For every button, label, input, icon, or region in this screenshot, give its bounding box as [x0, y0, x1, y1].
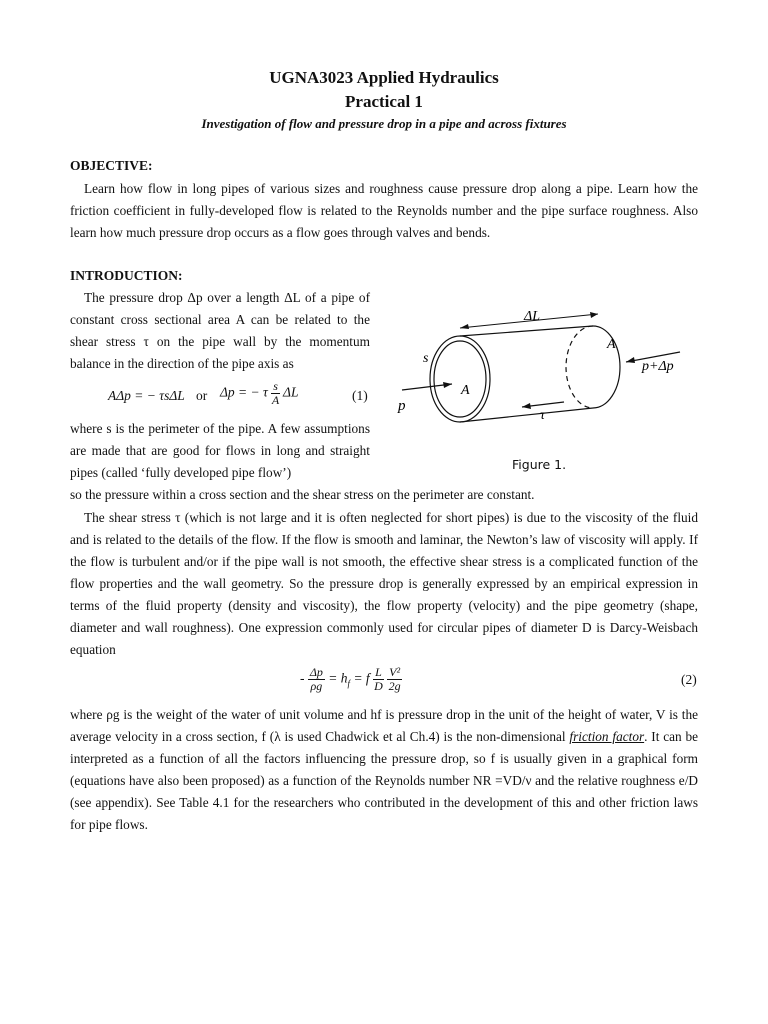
label-area-right: A	[607, 337, 616, 352]
figure-caption: Figure 1.	[512, 457, 567, 472]
equation-1-right	[220, 380, 298, 407]
equation-1-left: AΔp = − τsΔL	[108, 388, 185, 403]
equation-2-ld-num: L	[375, 665, 382, 679]
intro-paragraph-2: The shear stress τ (which is not large and it is often neglected for short pipes) is due to the viscosity of the fluid and is related to the details of the flow. If the flow is smooth and laminar, the Newton’s law of viscosity will apply. If the flow is turbulent and/or if the pipe wall is not smooth, the effective shear stress is a complicated function of the flow properties and the wall geometry. So the pressure drop is generally expressed by an empirical expression in terms of the fluid property (density and viscosity), the flow property (velocity) and the pipe geometry (shape, diameter and wall roughness). One expression commonly used for circular pipes of diameter D is Darcy-Weisbach equation	[70, 510, 698, 657]
pipe-left-inner-end	[434, 341, 486, 417]
equation-1-fraction	[271, 380, 280, 407]
equation-2-mid: = h	[328, 670, 348, 686]
equation-2-v2-num: V²	[389, 665, 401, 679]
pipe-top-edge	[460, 326, 593, 336]
shear-arrow-head	[522, 403, 531, 409]
equation-1-fraction-num: s	[273, 379, 278, 393]
equation-2-ld-den: D	[374, 679, 383, 693]
equation-2-sub: f	[347, 678, 351, 689]
label-pressure-downstream: p+Δp	[642, 359, 674, 374]
equation-1-number: (1)	[352, 388, 368, 403]
intro-paragraph-3a: where ρg is the weight of the water of unit volume and hf is pressure drop in the unit of the height of water, V is the average velocity in a cross section, f (λ is used Chadwick et al Ch.4) is the non-dimensional	[70, 707, 698, 744]
equation-2-lhs-den: ρg	[310, 679, 323, 693]
equation-2-f: = f	[353, 670, 370, 686]
label-pressure: p	[398, 398, 406, 414]
pressure-arrow-head	[443, 382, 452, 388]
downstream-arrow-head	[626, 357, 635, 363]
equation-2-ld	[373, 666, 384, 693]
pipe-right-end-hidden	[566, 326, 593, 408]
pipe-bottom-edge	[460, 408, 593, 422]
equation-1-right-a: Δp = − τ	[220, 384, 268, 400]
friction-factor-link[interactable]: friction factor	[569, 729, 645, 744]
dimension-arrow-right	[590, 312, 598, 318]
intro-paragraph-3	[70, 704, 698, 836]
label-area-left: A	[461, 383, 470, 398]
intro-paragraph-1a: The pressure drop Δp over a length ΔL of a pipe of constant cross sectional area A can be related to the shear stress τ on the pipe wall by the momentum balance in the direction of the pipe axis as	[70, 290, 370, 371]
intro-paragraph-1b: where s is the perimeter of the pipe. A few assumptions are made that are good for flows in long and straight pipes (called ‘fully developed pipe flow’)	[70, 421, 370, 480]
intro-paragraph-3b: . It can be interpreted as a function of all the factors influencing the pressure drop, so f is usually given in a graphical form (equations have also been proposed) as a function of the Reynolds number NR =VD/ν and the relative roughness e/D (see appendix). See Table 4.1 for the researchers who contributed in the development of this and other friction laws for pipe flows.	[70, 729, 698, 832]
equation-2-v2	[387, 666, 402, 693]
equation-1-right-b: ΔL	[283, 384, 299, 400]
equation-2: - $\frac{\Delta p}{\rho g}$ = $h_f = f$ $\frac{L}{D}$ $\frac{\text{V²}}{2g}$	[300, 665, 401, 693]
practical-subtitle: Investigation of flow and pressure drop in a pipe and across fixtures	[201, 116, 567, 131]
practical-title: Practical 1	[345, 92, 423, 111]
label-delta-l: ΔL	[524, 309, 541, 324]
introduction-heading: INTRODUCTION:	[70, 268, 183, 283]
equation-1-or: or	[196, 388, 208, 403]
objective-text: Learn how flow in long pipes of various sizes and roughness cause pressure drop along a pipe. Learn how the friction coefficient in fully-developed flow is related to the Reynolds number and the pipe surface roughness. Also learn how much pressure drop occurs as a flow goes through valves and bends.	[70, 181, 698, 240]
pipe-figure	[388, 298, 698, 448]
course-title: UGNA3023 Applied Hydraulics	[269, 68, 499, 87]
intro-paragraph-1c: so the pressure within a cross section and the shear stress on the perimeter are constant.	[70, 487, 535, 502]
equation-2-lhs-num: Δp	[309, 665, 323, 679]
objective-heading: OBJECTIVE:	[70, 158, 153, 173]
label-perimeter: s	[423, 351, 429, 366]
equation-2-v2-den: 2g	[388, 679, 401, 693]
equation-1-fraction-den: A	[271, 393, 280, 407]
equation-2-number: (2)	[681, 672, 697, 687]
pipe-left-outer-end	[430, 336, 490, 422]
label-shear-stress: τ	[540, 408, 546, 423]
equation-2-lhs	[308, 666, 325, 693]
